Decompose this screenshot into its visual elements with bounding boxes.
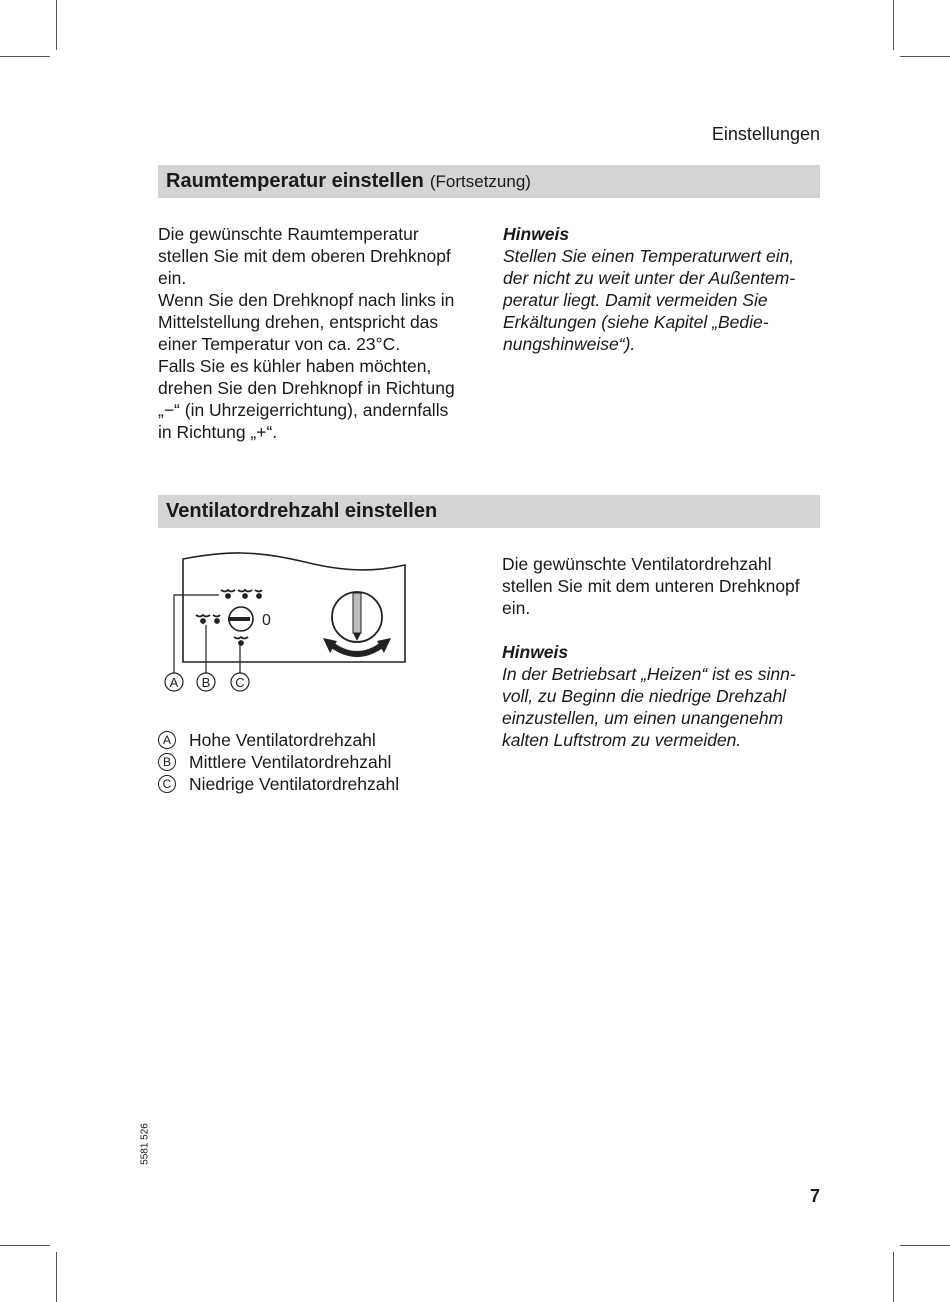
note-line: kalten Luftstrom zu vermeiden. bbox=[502, 730, 742, 750]
callout-label: C bbox=[235, 675, 245, 690]
note-line: In der Betriebsart „Heizen“ ist es sinn- bbox=[502, 664, 796, 684]
note-line: peratur liegt. Damit vermeiden Sie bbox=[503, 290, 768, 310]
section-title: Raumtemperatur einstellen bbox=[166, 170, 424, 192]
fan-speed-text bbox=[502, 553, 832, 751]
section-label: Einstellungen bbox=[711, 124, 820, 144]
callout-C bbox=[231, 673, 249, 691]
crop-mark bbox=[56, 0, 57, 50]
text-line: „−“ (in Uhrzeigerrichtung), andernfalls bbox=[158, 400, 449, 420]
note-line: einzustellen, um einen unangenehm bbox=[502, 708, 784, 728]
legend-item bbox=[158, 773, 399, 795]
text-line: ein. bbox=[502, 598, 531, 618]
page-number: 7 bbox=[809, 1186, 820, 1206]
spacer bbox=[502, 619, 832, 641]
fan-speed-knob-icon bbox=[332, 592, 382, 642]
note-heading: Hinweis bbox=[502, 642, 569, 662]
note-line: Erkältungen (siehe Kapitel „Bedie- bbox=[503, 312, 769, 332]
note-line: der nicht zu weit unter der Außentem- bbox=[503, 268, 796, 288]
legend-label: Niedrige Ventilatordrehzahl bbox=[189, 774, 400, 794]
section-title: Ventilatordrehzahl einstellen bbox=[166, 500, 438, 522]
document-number: 5581 526 bbox=[139, 1123, 151, 1165]
legend-item bbox=[158, 729, 399, 751]
zero-label: 0 bbox=[262, 612, 271, 629]
text-line: Mittelstellung drehen, entspricht das bbox=[158, 312, 439, 332]
text-line: drehen Sie den Drehknopf in Richtung bbox=[158, 378, 455, 398]
legend-label: Mittlere Ventilatordrehzahl bbox=[189, 752, 392, 772]
callout-label: B bbox=[201, 675, 211, 690]
room-temperature-text bbox=[158, 223, 493, 443]
callout-B bbox=[197, 673, 215, 691]
note-line: nungshinweise“). bbox=[503, 334, 636, 354]
note-line: Stellen Sie einen Temperaturwert ein, bbox=[503, 246, 795, 266]
text-line: Die gewünschte Ventilatordrehzahl bbox=[502, 554, 772, 574]
text-line: in Richtung „+“. bbox=[158, 422, 278, 442]
callout-label: A bbox=[169, 675, 179, 690]
note-line: voll, zu Beginn die niedrige Drehzahl bbox=[502, 686, 787, 706]
text-line: Falls Sie es kühler haben möchten, bbox=[158, 356, 432, 376]
text-line: stellen Sie mit dem oberen Drehknopf bbox=[158, 246, 451, 266]
section-heading-fan-speed bbox=[158, 495, 820, 528]
text-line: ein. bbox=[158, 268, 187, 288]
text-line: Wenn Sie den Drehknopf nach links in bbox=[158, 290, 455, 310]
crop-mark bbox=[893, 1252, 894, 1302]
legend-label: Hohe Ventilatordrehzahl bbox=[189, 730, 376, 750]
small-knob-icon bbox=[228, 607, 253, 631]
text-line: einer Temperatur von ca. 23°C. bbox=[158, 334, 401, 354]
fan-control-illustration bbox=[155, 545, 455, 700]
room-temperature-note bbox=[503, 223, 833, 355]
callout-A bbox=[165, 673, 183, 691]
text-line: Die gewünschte Raumtemperatur bbox=[158, 224, 419, 244]
crop-mark bbox=[900, 56, 950, 57]
crop-mark bbox=[0, 1245, 50, 1246]
note-heading: Hinweis bbox=[503, 224, 570, 244]
crop-mark bbox=[893, 0, 894, 50]
crop-mark bbox=[900, 1245, 950, 1246]
legend-key: A bbox=[158, 731, 176, 749]
section-heading-room-temperature bbox=[158, 165, 820, 198]
legend-key: C bbox=[158, 775, 176, 793]
legend-item bbox=[158, 751, 399, 773]
crop-mark bbox=[56, 1252, 57, 1302]
fan-speed-legend bbox=[158, 729, 399, 795]
crop-mark bbox=[0, 56, 50, 57]
section-subtitle: (Fortsetzung) bbox=[429, 171, 531, 191]
legend-key: B bbox=[158, 753, 176, 771]
text-line: stellen Sie mit dem unteren Drehknopf bbox=[502, 576, 800, 596]
